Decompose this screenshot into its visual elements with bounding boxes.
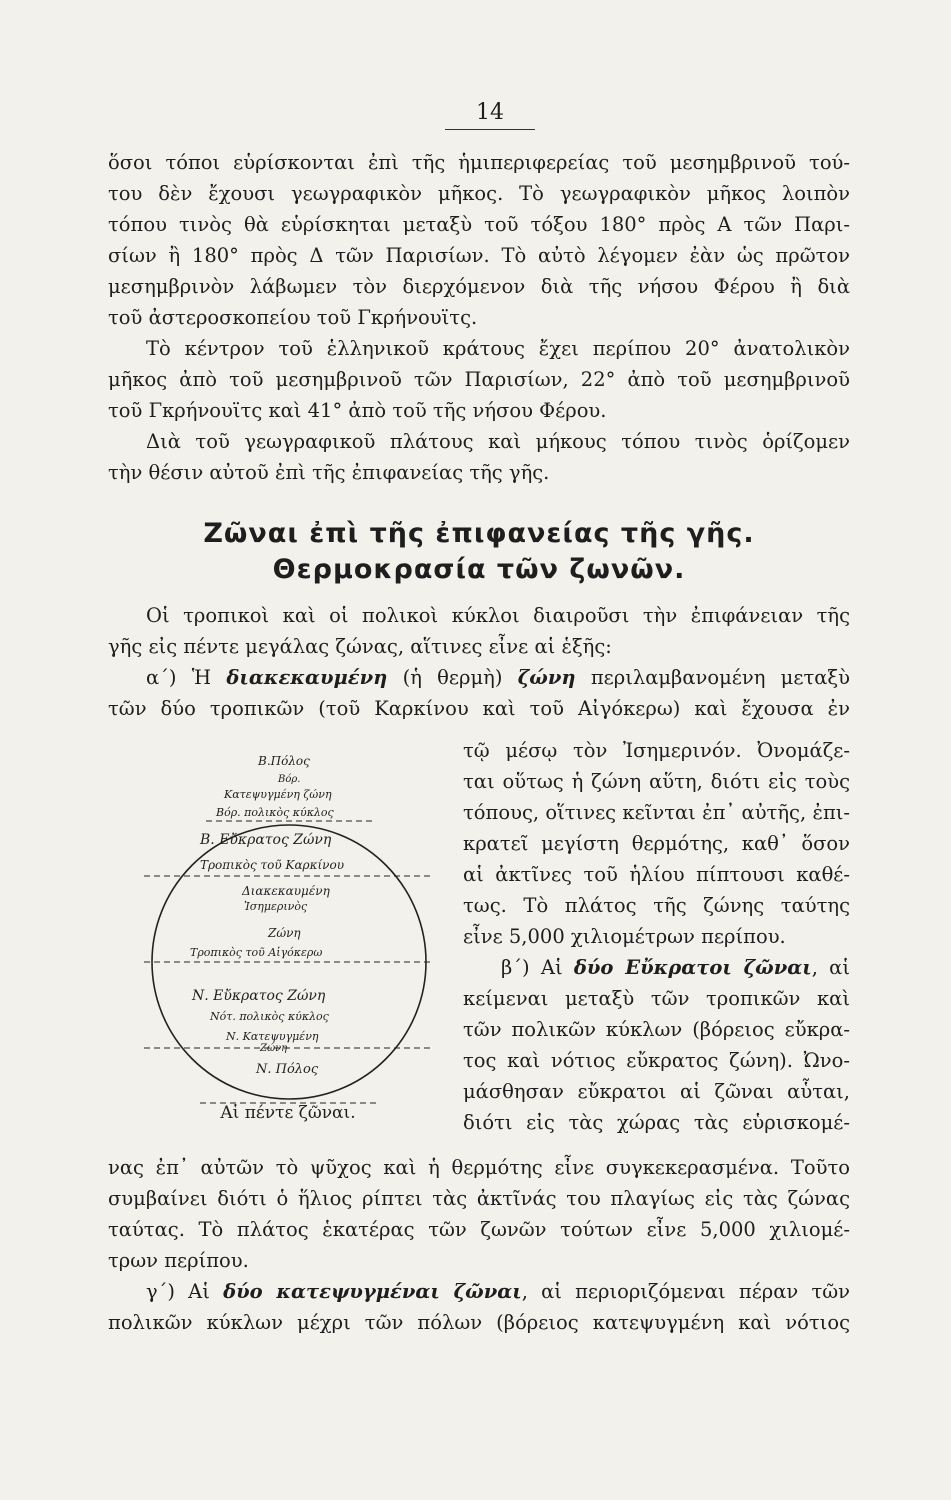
text-line: του δὲν ἔχουσι γεωγραφικὸν μῆκος. Τὸ γεωγραφικὸν μῆκος λοιπὸν: [108, 182, 850, 205]
text-line: τοῦ Γκρήνουϊτς καὶ 41° ἀπὸ τοῦ τῆς νήσου Φέρου.: [108, 399, 607, 422]
south-frigid-label: Ζώνη: [260, 1043, 288, 1054]
south-temperate-label: Ν. Εὔκρατος Ζώνη: [192, 988, 326, 1004]
text-line: γ΄) Αἱ δύο κατεψυγμέναι ζῶναι, αἱ περιοριζόμεναι πέραν τῶν: [146, 1280, 851, 1303]
text-line: τῶν πολικῶν κύκλων (βόρειος εὔκρα-: [463, 1018, 850, 1041]
north-frigid-label: Βόρ.: [278, 774, 301, 785]
tropic-capricorn-label: Τροπικὸς τοῦ Αἰγόκερω: [190, 946, 323, 959]
text-line: β΄) Αἱ δύο Εὔκρατοι ζῶναι, αἱ: [501, 956, 850, 979]
text-line: τος καὶ νότιος εὔκρατος ζώνη). Ὠνο-: [463, 1049, 850, 1072]
text-line: Διὰ τοῦ γεωγραφικοῦ πλάτους καὶ μήκους τόπου τινὸς ὁρίζομεν: [146, 430, 850, 453]
text-line: κρατεῖ μεγίστη θερμότης, καθ᾽ ὅσον: [463, 832, 850, 855]
figure-caption: Αἱ πέντε ζῶναι.: [220, 1103, 356, 1123]
text-line: τόπους, οἵτινες κεῖνται ἐπ᾽ αὐτῆς, ἐπι-: [463, 801, 850, 824]
south-frigid-label: Ν. Κατεψυγμένη: [226, 1030, 319, 1043]
text-line: ταύτας. Τὸ πλάτος ἑκατέρας τῶν ζωνῶν τούτων εἶνε 5,000 χιλιομέ-: [108, 1218, 850, 1241]
text-line: τῶν δύο τροπικῶν (τοῦ Καρκίνου καὶ τοῦ Αἰγόκερω) καὶ ἔχουσα ἐν: [108, 697, 850, 720]
text-line: μεσημβρινὸν λάβωμεν τὸν διερχόμενον διὰ τῆς νήσου Φέρου ἢ διὰ: [108, 275, 850, 298]
text-line: τρων περίπου.: [108, 1249, 249, 1272]
text-line: μάσθησαν εὔκρατοι αἱ ζῶναι αὗται,: [463, 1080, 850, 1103]
right-column-text: [463, 735, 850, 1138]
text-line: γῆς εἰς πέντε μεγάλας ζώνας, αἵτινες εἶνε αἱ ἑξῆς:: [108, 635, 612, 658]
bold-term: ζώνη: [517, 666, 576, 689]
five-zones-figure: [140, 748, 440, 1148]
bold-term: διακεκαυμένη: [226, 666, 388, 689]
section-subheading: Θερμοκρασία τῶν ζωνῶν.: [272, 554, 686, 585]
page-number: 14: [476, 100, 504, 125]
text-line: αἱ ἀκτῖνες τοῦ ἡλίου πίπτουσι καθέ-: [463, 863, 850, 886]
text-line: τὴν θέσιν αὐτοῦ ἐπὶ τῆς ἐπιφανείας τῆς γῆς.: [108, 461, 550, 484]
arctic-circle-label: Βόρ. πολικὸς κύκλος: [216, 806, 334, 819]
text-line: Οἱ τροπικοὶ καὶ οἱ πολικοὶ κύκλοι διαιροῦσι τὴν ἐπιφάνειαν τῆς: [146, 604, 850, 627]
north-temperate-label: Β. Εὔκρατος Ζώνη: [200, 832, 332, 848]
antarctic-circle-label: Νότ. πολικὸς κύκλος: [210, 1010, 329, 1023]
text-line: τῷ μέσῳ τὸν Ἰσημερινόν. Ὀνομάζε-: [463, 739, 850, 762]
torrid-zone-label: Διακεκαυμένη: [242, 884, 330, 898]
paragraph-longitude: [108, 147, 850, 488]
text-line: συμβαίνει διότι ὁ ἥλιος ρίπτει τὰς ἀκτῖνάς του πλαγίως εἰς τὰς ζώνας: [108, 1187, 850, 1210]
text-line: τόπου τινὸς θὰ εὑρίσκηται μεταξὺ τοῦ τόξου 180° πρὸς Α τῶν Παρι-: [108, 213, 850, 236]
text-line: νας ἐπ᾽ αὐτῶν τὸ ψῦχος καὶ ἡ θερμότης εἶνε συγκεκερασμένα. Τοῦτο: [108, 1156, 850, 1179]
text-line: α΄) Ἡ διακεκαυμένη (ἡ θερμὴ) ζώνη περιλαμβανομένη μεταξὺ: [146, 666, 850, 689]
text-line: κείμεναι μεταξὺ τῶν τροπικῶν καὶ: [463, 987, 850, 1010]
text-line: ται οὕτως ἡ ζώνη αὕτη, διότι εἰς τοὺς: [463, 770, 850, 793]
north-pole-label: Β.Πόλος: [258, 754, 310, 768]
text-line: μῆκος ἀπὸ τοῦ μεσημβρινοῦ τῶν Παρισίων, 22° ἀπὸ τοῦ μεσημβρινοῦ: [108, 368, 850, 391]
text-line: σίων ἢ 180° πρὸς Δ τῶν Παρισίων. Τὸ αὐτὸ λέγομεν ἐὰν ὡς πρῶτον: [108, 244, 850, 267]
paragraph-zones-intro: [108, 600, 850, 724]
text-line: Τὸ κέντρον τοῦ ἑλληνικοῦ κράτους ἔχει περίπου 20° ἀνατολικὸν: [146, 337, 850, 360]
text-line: εἶνε 5,000 χιλιομέτρων περίπου.: [463, 925, 786, 948]
torrid-zone-label: Ζώνη: [268, 926, 301, 940]
bold-term: δύο κατεψυγμέναι ζῶναι: [223, 1280, 522, 1303]
section-heading: Ζῶναι ἐπὶ τῆς ἐπιφανείας τῆς γῆς.: [203, 518, 755, 549]
text-line: ὅσοι τόποι εὑρίσκονται ἐπὶ τῆς ἡμιπεριφερείας τοῦ μεσημβρινοῦ τού-: [108, 151, 850, 174]
text-line: διότι εἰς τὰς χώρας τὰς εὑρισκομέ-: [463, 1111, 850, 1134]
text-line: πολικῶν κύκλων μέχρι τῶν πόλων (βόρειος κατεψυγμένη καὶ νότιος: [108, 1311, 850, 1334]
north-frigid-label: Κατεψυγμένη ζώνη: [224, 788, 332, 801]
tropic-cancer-label: Τροπικὸς τοῦ Καρκίνου: [200, 858, 344, 872]
paragraph-temperate-continued: [108, 1152, 850, 1338]
text-line: τως. Τὸ πλάτος τῆς ζώνης ταύτης: [463, 894, 850, 917]
text-line: τοῦ ἀστεροσκοπείου τοῦ Γκρήνουϊτς.: [108, 306, 478, 329]
bold-term: δύο Εὔκρατοι ζῶναι: [573, 956, 812, 979]
page-number-rule: [445, 129, 535, 130]
equator-label: Ἰσημερινὸς: [244, 900, 308, 913]
south-pole-label: Ν. Πόλος: [256, 1062, 319, 1077]
